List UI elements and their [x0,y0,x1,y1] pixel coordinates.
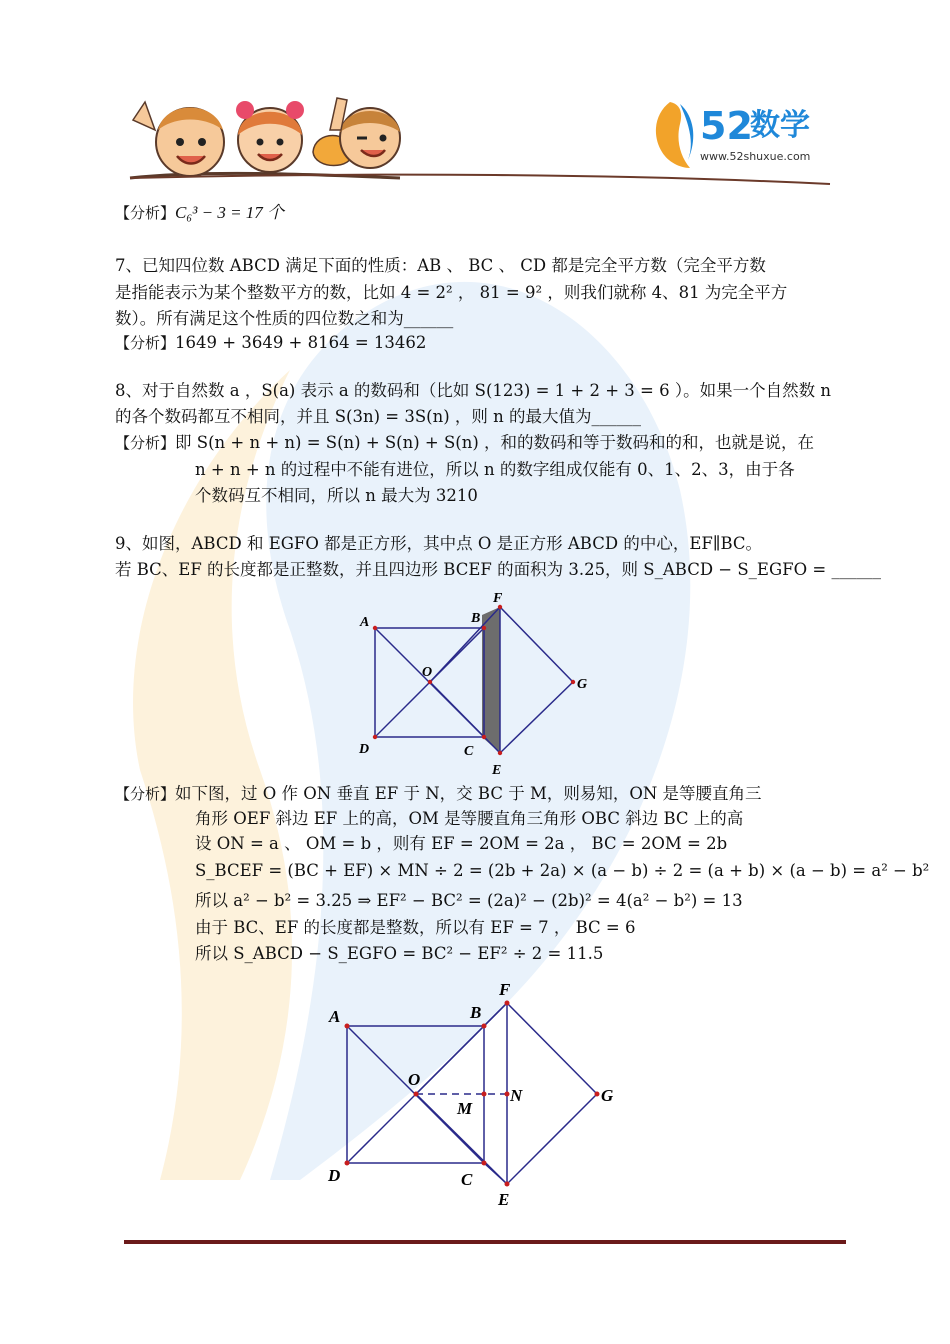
fig2-label-n: N [510,1086,523,1105]
p9-analysis-line3: 设 ON = a 、 OM = b ，则有 EF = 2OM = 2a ， BC = 2OM = 2b [195,834,728,853]
p8-line2: 的各个数码都互不相同，并且 S(3n) = 3S(n) ，则 n 的最大值为______ [115,407,642,426]
site-logo[interactable] [650,100,840,170]
p6-analysis-text: C₆³ − 3 = 17 个 [175,203,285,222]
logo-url: www.52shuxue.com [700,150,811,163]
p9-analysis-text-1: 如下图，过 O 作 ON 垂直 EF 于 N，交 BC 于 M，则易知，ON 是等腰直角三 [175,784,762,803]
fig1-label-d: D [359,742,370,757]
fig1-label-o: O [422,665,433,680]
p9-analysis-line7: 所以 S_ABCD − S_EGFO = BC² − EF² ÷ 2 = 11.5 [195,944,604,963]
fig2-label-b: B [470,1003,482,1022]
analysis-label: 【分析】 [115,204,176,222]
fig1-label-b: B [471,611,481,626]
p8-analysis-text-1: 即 S(n + n + n) = S(n) + S(n) + S(n) ，和的数码和等于数码和的和，也就是说，在 [175,433,815,452]
fig2-label-c: C [461,1170,473,1189]
fig1-label-g: G [577,677,588,692]
header-rule [125,170,835,190]
p9-analysis-line1 [115,781,762,807]
figure-2 [320,975,630,1215]
fig2-label-d: D [328,1166,341,1185]
p7-analysis [115,330,426,356]
fig1-label-a: A [360,615,370,630]
analysis-label: 【分析】 [115,785,176,803]
logo-number: 52 [700,104,753,148]
fig1-label-c: C [464,744,474,759]
fig2-label-m: M [457,1099,473,1118]
p9-analysis-line5: 所以 a² − b² = 3.25 ⇒ EF² − BC² = (2a)² − (2b)² = 4(a² − b²) = 13 [195,891,743,910]
p8-analysis-line2: n + n + n 的过程中不能有进位，所以 n 的数字组成仅能有 0、1、2、3，由于各 [195,460,795,479]
fig2-label-a: A [329,1007,341,1026]
p7-line3: 数）。所有满足这个性质的四位数之和为______ [115,309,454,328]
p6-analysis [115,200,284,226]
p7-line2: 是指能表示为某个整数平方的数，比如 4 = 2² ， 81 = 9² ，则我们就称 4、81 为完全平方 [115,283,788,302]
p7-line1: 7、已知四位数 ABCD 满足下面的性质：AB 、 BC 、 CD 都是完全平方数（完全平方数 [115,256,766,275]
fig2-label-f: F [499,980,511,999]
p9-line1: 9、如图，ABCD 和 EGFO 都是正方形，其中点 O 是正方形 ABCD 的中心，EF∥BC。 [115,534,763,553]
p9-line2: 若 BC、EF 的长度都是正整数，并且四边形 BCEF 的面积为 3.25，则 S_ABCD − S_EGFO = ______ [115,560,881,579]
analysis-label: 【分析】 [115,334,176,352]
p9-analysis-line2: 角形 OEF 斜边 EF 上的高，OM 是等腰直角三角形 OBC 斜边 BC 上的高 [195,809,744,828]
fig2-label-o: O [408,1070,421,1089]
p8-line1: 8、对于自然数 a ，S(a) 表示 a 的数码和（比如 S(123) = 1 + 2 + 3 = 6 ）。如果一个自然数 n [115,381,831,400]
fig2-label-g: G [601,1086,614,1105]
p8-analysis-line3: 个数码互不相同，所以 n 最大为 3210 [195,486,478,505]
figure-1 [350,585,600,780]
p9-analysis-line4: S_BCEF = (BC + EF) × MN ÷ 2 = (2b + 2a) × (a − b) ÷ 2 = (a + b) × (a − b) = a² − b² [195,861,930,880]
analysis-label: 【分析】 [115,434,176,452]
fig2-label-e: E [498,1190,510,1209]
p9-analysis-line6: 由于 BC、EF 的长度都是整数，所以有 EF = 7 ， BC = 6 [195,918,636,937]
p7-analysis-text: 1649 + 3649 + 8164 = 13462 [175,333,427,352]
logo-mark-icon [650,100,698,170]
p8-analysis-line1 [115,430,814,456]
fig1-label-e: E [492,763,502,778]
footer-rule [124,1240,846,1244]
logo-cn: 数学 [750,108,810,143]
fig1-label-f: F [493,591,503,606]
